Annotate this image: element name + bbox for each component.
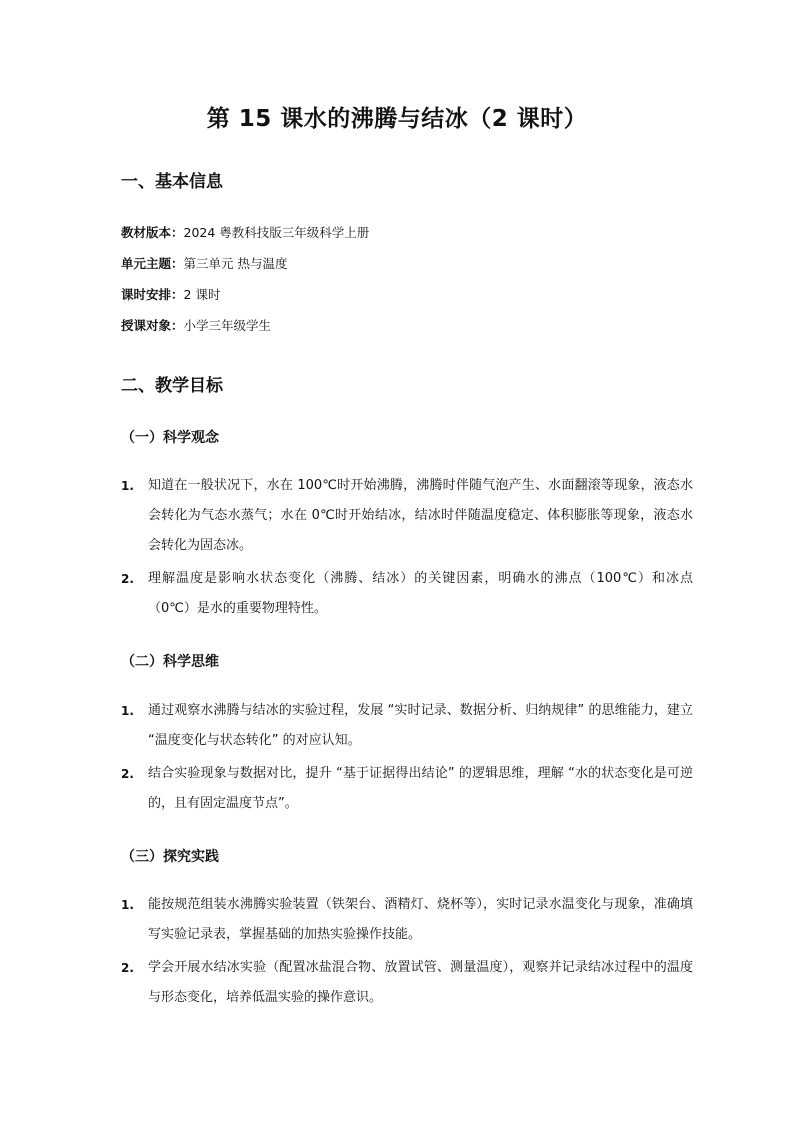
info-value: 2 课时 — [183, 287, 221, 302]
list-item-text: 理解温度是影响水状态变化（沸腾、结冰）的关键因素，明确水的沸点（100℃）和冰点（0℃）是水的重要物理特性。 — [148, 571, 693, 616]
list-item-number: 1. — [121, 479, 134, 493]
document-title: 第 15 课水的沸腾与结冰（2 课时） — [206, 106, 588, 132]
info-value: 2024 粤教科技版三年级科学上册 — [183, 225, 370, 240]
list-item-number: 1. — [121, 898, 134, 912]
info-label: 教材版本： — [121, 225, 184, 240]
info-label: 单元主题： — [121, 256, 184, 271]
info-row-audience — [121, 317, 271, 335]
section-heading-teaching-goals: 二、教学目标 — [121, 376, 223, 396]
info-value: 小学三年级学生 — [183, 318, 272, 333]
list-item-text: 能按规范组装水沸腾实验装置（铁架台、酒精灯、烧杯等），实时记录水温变化与现象，准确填写实验记录表，掌握基础的加热实验操作技能。 — [148, 897, 693, 942]
subsection-heading-science-thinking: （二）科学思维 — [121, 654, 219, 670]
info-label: 课时安排： — [121, 287, 184, 302]
list-item-number: 2. — [121, 767, 134, 781]
list-item-text: 学会开展水结冰实验（配置冰盐混合物、放置试管、测量温度），观察并记录结冰过程中的温度与形态变化，培养低温实验的操作意识。 — [148, 960, 693, 1005]
info-value: 第三单元 热与温度 — [183, 256, 288, 271]
list-item-text: 结合实验现象与数据对比，提升 “基于证据得出结论” 的逻辑思维，理解 “水的状态变化是可逆的，且有固定温度节点”。 — [148, 766, 693, 811]
subsection-heading-inquiry-practice: （三）探究实践 — [121, 849, 219, 865]
list-item-text: 知道在一般状况下，水在 100℃时开始沸腾，沸腾时伴随气泡产生、水面翻滚等现象，液态水会转化为气态水蒸气；水在 0℃时开始结冰，结冰时伴随温度稳定、体积膨胀等现象，液态水会转化为固态冰。 — [148, 478, 693, 553]
section-heading-basic-info: 一、基本信息 — [121, 172, 223, 192]
subsection-heading-science-concepts: （一）科学观念 — [121, 430, 219, 446]
info-row-textbook — [121, 224, 369, 242]
info-row-unit — [121, 255, 288, 273]
list-item-number: 2. — [121, 961, 134, 975]
list-item-number: 2. — [121, 572, 134, 586]
list-item-text: 通过观察水沸腾与结冰的实验过程，发展 “实时记录、数据分析、归纳规律” 的思维能力，建立 “温度变化与状态转化” 的对应认知。 — [148, 703, 693, 748]
info-row-schedule — [121, 286, 220, 304]
list-item-number: 1. — [121, 704, 134, 718]
info-label: 授课对象： — [121, 318, 184, 333]
